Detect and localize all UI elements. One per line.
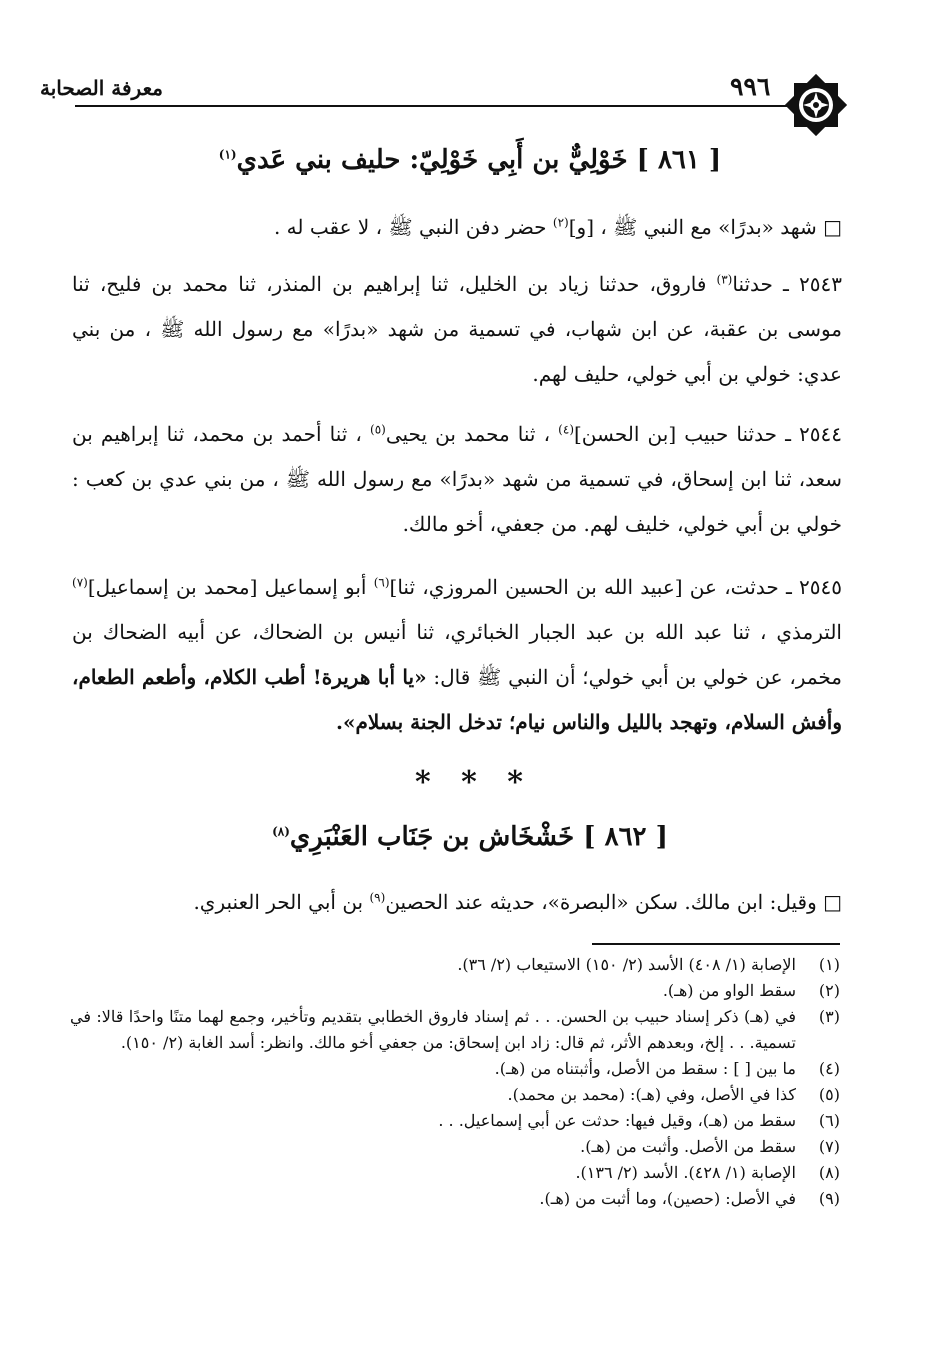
footnote — [70, 1160, 840, 1186]
footnotes — [70, 952, 840, 1212]
footnote — [70, 1004, 840, 1056]
hadith-2545 — [72, 565, 842, 745]
intro-text: حضر دفن النبي ﷺ ، لا عقب له . — [273, 215, 553, 239]
box-marker-icon: □ — [823, 215, 842, 239]
footnote-text: كذا في الأصل، وفي (هـ): (محمد بن محمد). — [507, 1085, 796, 1104]
footnote-text: سقط من الأصل. وأثبت من (هـ). — [580, 1137, 796, 1156]
entry-title: [ ٨٦١ ] خَوْلِيٌّ بن أَبِي خَوْلِيّ: حليف بني عَدي — [236, 145, 722, 175]
intro-text: وقيل: ابن مالك. سكن «البصرة»، حديثه عند الحصين — [385, 890, 817, 914]
footnote-number: (٥) — [818, 1085, 840, 1104]
footnote-number: (٤) — [818, 1059, 840, 1078]
hadith-text: ٢٥٤٤ ـ حدثنا حبيب [بن الحسن] — [574, 422, 843, 446]
footnote-text: في الأصل: (حصين)، وما أثبت من (هـ). — [539, 1189, 796, 1208]
footnote-text: ما بين [ ] : سقط من الأصل، وأثبتناه من (هـ). — [494, 1059, 796, 1078]
footnote — [70, 1082, 840, 1108]
footnote-ref: (٧) — [72, 575, 88, 590]
footnote-number: (٧) — [818, 1137, 840, 1156]
footnote-ref: (٦) — [373, 575, 390, 590]
hadith-text: فاروق، حدثنا زياد بن الخليل، ثنا إبراهيم بن المنذر، ثنا محمد بن فليح، ثنا موسى بن عقبة، عن ابن شهاب، في تسمية من شهد «بدرًا» مع رسول الله ﷺ ، من بني عدي: خولي بن أبي خولي، حليف لهم. — [72, 272, 842, 386]
hadith-text: ٢٥٤٥ ـ حدثت، عن [عبيد الله بن الحسين المروزي، ثنا] — [389, 575, 842, 599]
page-number: ٩٩٦ — [730, 72, 771, 101]
footnote-text: الإصابة (١/ ٤٢٨). الأسد (٢/ ١٣٦). — [575, 1163, 796, 1182]
hadith-text: ، ثنا محمد بن يحيى — [385, 422, 559, 446]
footnote-number: (١) — [818, 955, 840, 974]
hadith-text: ٢٥٤٣ ـ حدثنا — [732, 272, 842, 296]
hadith-2543 — [72, 262, 842, 397]
footnote-ref: (٢) — [552, 215, 569, 230]
running-title: معرفة الصحابة — [40, 76, 163, 100]
entry-heading-862 — [60, 822, 880, 852]
intro-text: شهد «بدرًا» مع النبي ﷺ ، [و] — [568, 215, 817, 239]
header-rule — [75, 105, 787, 107]
footnote-ref: (٤) — [558, 422, 574, 437]
footnote-number: (٣) — [818, 1007, 840, 1026]
entry-title: [ ٨٦٢ ] خَشْخَاش بن جَنَاب العَنْبَرِي — [289, 822, 668, 852]
footnote-number: (٨) — [818, 1163, 840, 1182]
footnote-ref: (٨) — [272, 824, 290, 839]
footnote-ref: (٣) — [716, 272, 733, 287]
prophetic-saying: «يا أبا هريرة! أطب الكلام، وأطعم الطعام، وأفش السلام، وتهجد بالليل والناس نيام؛ تدخل الجنة بسلام». — [72, 665, 842, 734]
footnote-text: الإصابة (١/ ٤٠٨) الأسد (٢/ ١٥٠) الاستيعاب (٢/ ٣٦). — [457, 955, 796, 974]
footnote — [70, 1108, 840, 1134]
footnote-text: سقط من (هـ)، وقيل فيها: حدثت عن أبي إسماعيل. . . — [438, 1111, 796, 1130]
footnote-rule — [592, 943, 840, 945]
hadith-text: ، ثنا أحمد بن محمد، ثنا إبراهيم بن سعد، ثنا ابن إسحاق، في تسمية من شهد «بدرًا» مع رسول الله ﷺ ، من بني عدي بن كعب : خولي بن أبي خولي، خليف لهم. من جعفي، أخو مالك. — [72, 422, 842, 536]
box-marker-icon: □ — [823, 890, 842, 914]
footnote-text: في (هـ) ذكر إسناد حبيب بن الحسن. . . ثم إسناد فاروق الخطابي بتقديم وتأخير، وجمع لهما متنًا واحدًا قالا: في تسمية. . . إلخ، وبعدهم الأثر، ثم قال: زاد ابن إسحاق: من جعفي أخو مالك. وانظر: أسد الغابة (٢/ ١٥٠). — [70, 1007, 796, 1052]
footnote-number: (٢) — [818, 981, 840, 1000]
hadith-text: أبو إسماعيل [محمد بن إسماعيل] — [87, 575, 374, 599]
footnote — [70, 952, 840, 978]
entry-heading-861 — [60, 145, 880, 175]
footnote-ref: (١) — [218, 147, 237, 162]
hadith-2544 — [72, 412, 842, 547]
footnote-text: سقط الواو من (هـ). — [662, 981, 796, 1000]
footnote — [70, 978, 840, 1004]
footnote — [70, 1186, 840, 1212]
section-separator: * * * — [415, 765, 533, 800]
entry-intro-861 — [72, 205, 842, 250]
entry-intro-862 — [72, 880, 842, 925]
hadith-text: الترمذي ، ثنا عبد الله بن عبد الجبار الخبائري، ثنا أنيس بن الضحاك، عن أبيه الضحاك بن مخمر، عن خولي بن أبي خولي؛ أن النبي ﷺ قال: — [72, 620, 842, 689]
footnote-number: (٦) — [818, 1111, 840, 1130]
footnote-number: (٩) — [818, 1189, 840, 1208]
intro-text: بن أبي الحر العنبري. — [193, 890, 370, 914]
footnote — [70, 1056, 840, 1082]
footnote-ref: (٩) — [369, 890, 386, 905]
footnote-ref: (٥) — [370, 422, 386, 437]
footnote — [70, 1134, 840, 1160]
